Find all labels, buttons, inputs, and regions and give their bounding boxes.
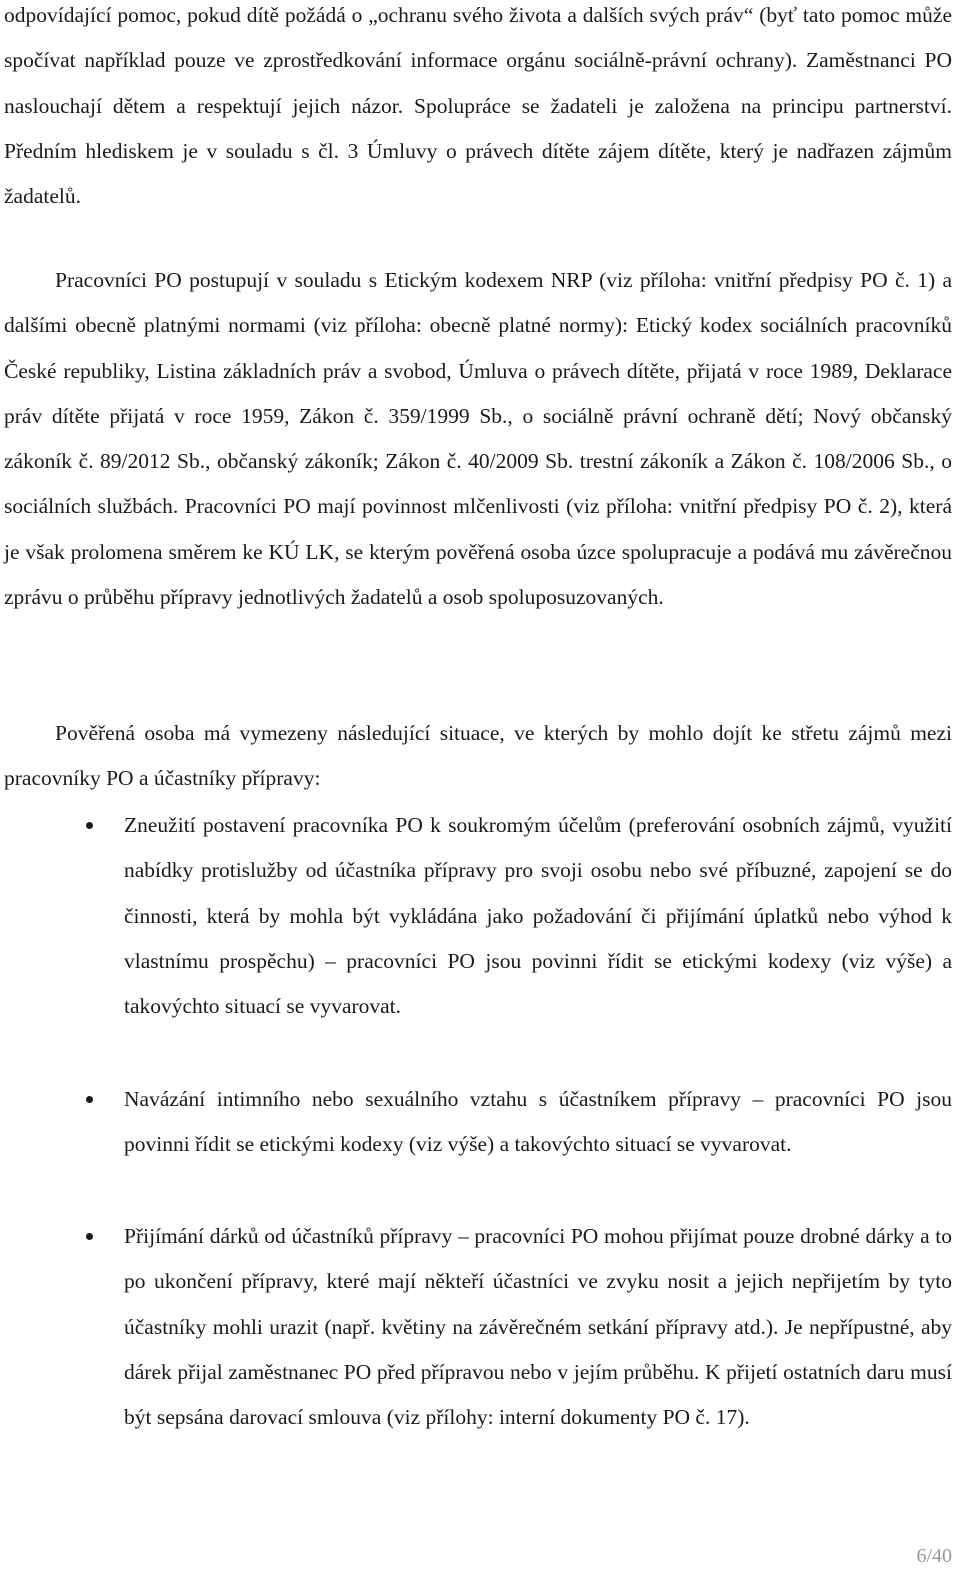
page-number: 6/40 <box>916 1545 952 1567</box>
conflict-situations-list <box>0 803 960 1514</box>
paragraph-intro: odpovídající pomoc, pokud dítě požádá o „ochranu svého života a dalších svých práv“ (byť tato pomoc může spočívat například pouze ve zprostředkování informace orgánu sociálně-právní ochrany). Zaměstnanci PO naslouchají dětem a respektují jejich názor. Spolupráce se žadateli je založena na principu partnerství. Předním hlediskem je v souladu s čl. 3 Úmluvy o právech dítěte zájem dítěte, který je nadřazen zájmům žadatelů. <box>4 3 952 209</box>
list-item-text: Zneužití postavení pracovníka PO k soukromým účelům (preferování osobních zájmů, využití nabídky protislužby od účastníka přípravy pro svoji osobu nebo své příbuzné, zapojení se do činnosti, která by mohla být vykládána jako požadování či přijímání úplatků nebo výhod k vlastnímu prospěchu) – pracovníci PO jsou povinni řídit se etickými kodexy (viz výše) a takovýchto situací se vyvarovat. <box>124 813 952 1019</box>
paragraph-ethics: Pracovníci PO postupují v souladu s Etickým kodexem NRP (viz příloha: vnitřní předpisy PO č. 1) a dalšími obecně platnými normami (viz příloha: obecně platné normy): Etický kodex sociálních pracovníků České republiky, Listina základních práv a svobod, Úmluva o právech dítěte, přijatá v roce 1989, Deklarace práv dítěte přijatá v roce 1959, Zákon č. 359/1999 Sb., o sociálně právní ochraně dětí; Nový občanský zákoník č. 89/2012 Sb., občanský zákoník; Zákon č. 40/2009 Sb. trestní zákoník a Zákon č. 108/2006 Sb., o sociálních službách. Pracovníci PO mají povinnost mlčenlivosti (viz příloha: vnitřní předpisy PO č. 2), která je však prolomena směrem ke KÚ LK, se kterým pověřená osoba úzce spolupracuje a podává mu závěrečnou zprávu o průběhu přípravy jednotlivých žadatelů a osob spoluposuzovaných. <box>4 268 952 610</box>
list-item <box>0 803 960 1077</box>
bullet-icon <box>86 822 93 829</box>
list-item-text: Přijímání dárků od účastníků přípravy – pracovníci PO mohou přijímat pouze drobné dárky a to po ukončení přípravy, které mají někteří účastníci ve zvyku nosit a jejich nepřijetím by tyto účastníky mohli urazit (např. květiny na závěrečném setkání přípravy atd.). Je nepřípustné, aby dárek přijal zaměstnanec PO před přípravou nebo v jejím průběhu. K přijetí ostatních daru musí být sepsána darovací smlouva (viz přílohy: interní dokumenty PO č. 17). <box>124 1224 952 1430</box>
list-item-text: Navázání intimního nebo sexuálního vztahu s účastníkem přípravy – pracovníci PO jsou povinni řídit se etickými kodexy (viz výše) a takovýchto situací se vyvarovat. <box>124 1087 952 1157</box>
bullet-icon <box>86 1096 93 1103</box>
paragraph-conflict-intro: Pověřená osoba má vymezeny následující situace, ve kterých by mohlo dojít ke střetu zájmů mezi pracovníky PO a účastníky přípravy: <box>4 721 952 791</box>
list-item <box>0 1214 960 1514</box>
bullet-icon <box>86 1233 93 1240</box>
list-item <box>0 1077 960 1214</box>
